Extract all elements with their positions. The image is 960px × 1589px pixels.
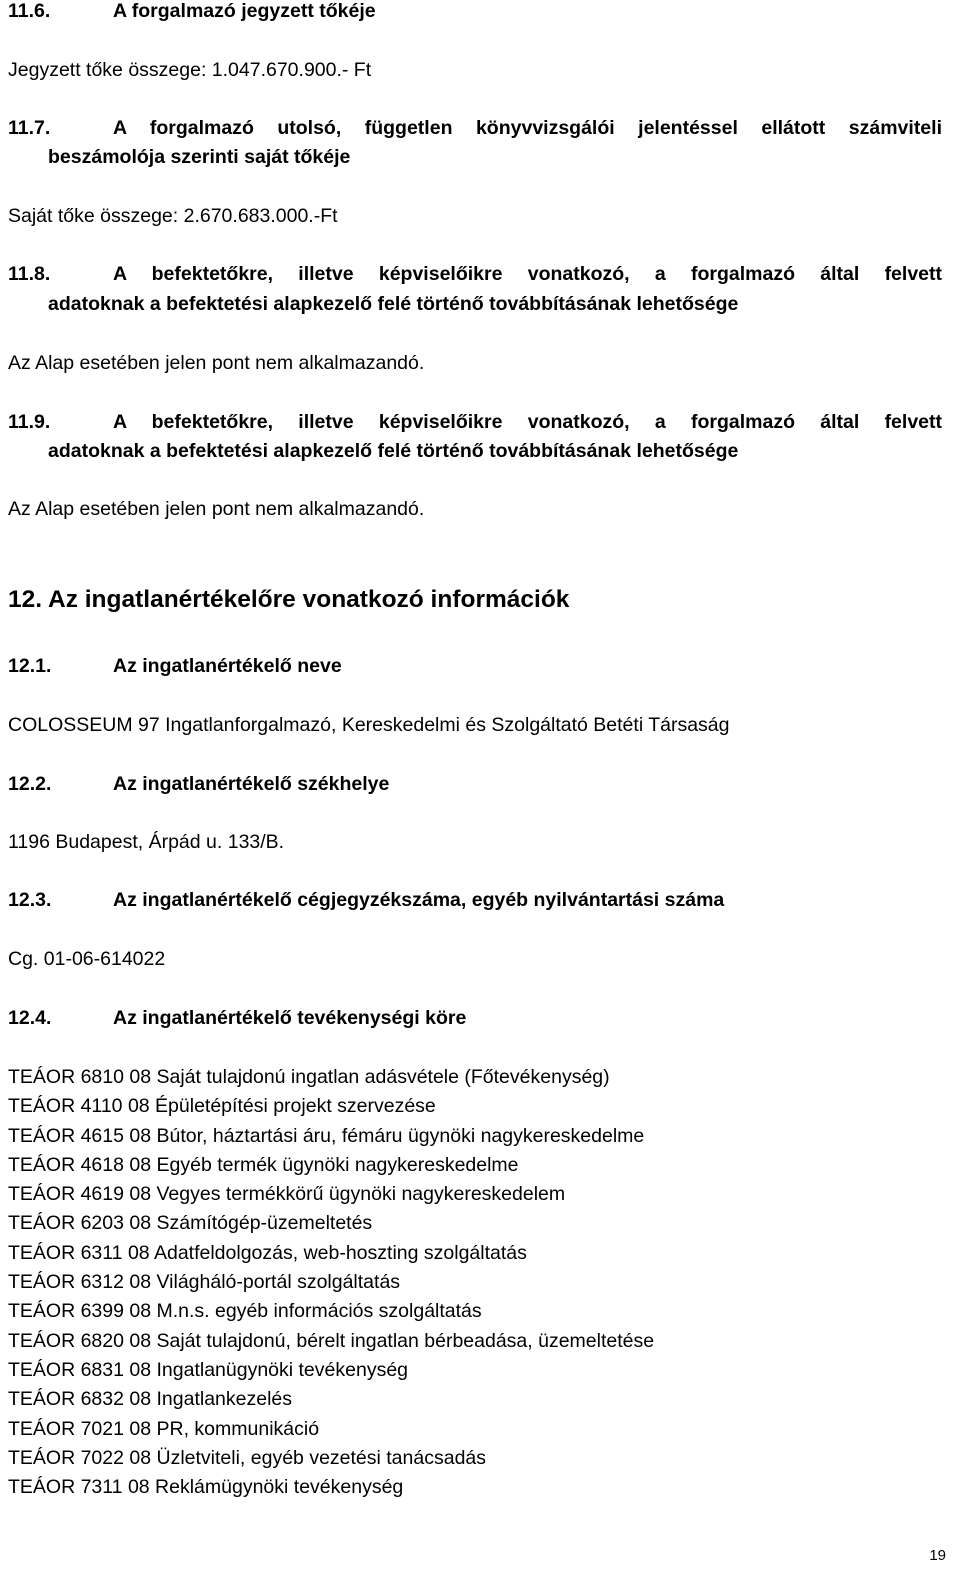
activity-list [8, 1063, 654, 1502]
section-text: Saját tőke összege: 2.670.683.000.-Ft [8, 205, 338, 227]
section-title: A befektetőkre, illetve képviselőikre vonatkozó, a forgalmazó által felvett [113, 263, 942, 285]
section-title: A forgalmazó utolsó, független könyvvizsgálói jelentéssel ellátott számviteli [113, 117, 942, 139]
section-text: Cg. 01-06-614022 [8, 948, 166, 970]
section-number: 11.8. [8, 263, 51, 285]
section-title-continued: beszámolója szerinti saját tőkéje [48, 146, 351, 168]
section-number: 11.6. [8, 0, 51, 22]
list-item: TEÁOR 7022 08 Üzletviteli, egyéb vezetési tanácsadás [8, 1446, 487, 1469]
section-number: 11.9. [8, 411, 51, 433]
list-item: TEÁOR 6311 08 Adatfeldolgozás, web-hoszting szolgáltatás [8, 1241, 527, 1264]
section-title: A befektetőkre, illetve képviselőikre vonatkozó, a forgalmazó által felvett [113, 411, 942, 433]
section-title: Az ingatlanértékelő neve [113, 655, 342, 677]
list-item: TEÁOR 4110 08 Épületépítési projekt szervezése [8, 1095, 436, 1118]
list-item: TEÁOR 6820 08 Saját tulajdonú, bérelt ingatlan bérbeadása, üzemeltetése [8, 1329, 655, 1352]
list-item: TEÁOR 6203 08 Számítógép-üzemeltetés [8, 1212, 373, 1235]
list-item: TEÁOR 4619 08 Vegyes termékkörű ügynöki nagykereskedelem [8, 1183, 566, 1206]
list-item: TEÁOR 6832 08 Ingatlankezelés [8, 1388, 293, 1411]
list-item: TEÁOR 4618 08 Egyéb termék ügynöki nagykereskedelme [8, 1153, 519, 1176]
chapter-number: 12. [8, 586, 43, 613]
section-title: A forgalmazó jegyzett tőkéje [113, 0, 376, 22]
section-title: Az ingatlanértékelő tevékenységi köre [113, 1007, 467, 1029]
section-number: 12.3. [8, 889, 52, 911]
section-number: 11.7. [8, 117, 51, 139]
list-item: TEÁOR 6312 08 Világháló-portál szolgáltatás [8, 1271, 401, 1294]
section-title: Az ingatlanértékelő székhelye [113, 773, 390, 795]
section-text: 1196 Budapest, Árpád u. 133/B. [8, 831, 285, 853]
section-text: Jegyzett tőke összege: 1.047.670.900.- Ft [8, 59, 372, 81]
section-title: Az ingatlanértékelő cégjegyzékszáma, egyéb nyilvántartási száma [113, 889, 725, 911]
page-number: 19 [929, 1547, 946, 1564]
list-item: TEÁOR 7311 08 Reklámügynöki tevékenység [8, 1476, 404, 1499]
chapter-title: Az ingatlanértékelőre vonatkozó információk [48, 586, 570, 613]
list-item: TEÁOR 7021 08 PR, kommunikáció [8, 1417, 320, 1440]
list-item: TEÁOR 6810 08 Saját tulajdonú ingatlan adásvétele (Főtevékenység) [8, 1066, 610, 1088]
section-number: 12.1. [8, 655, 52, 677]
list-item: TEÁOR 6399 08 M.n.s. egyéb információs szolgáltatás [8, 1300, 482, 1323]
section-text: COLOSSEUM 97 Ingatlanforgalmazó, Kereskedelmi és Szolgáltató Betéti Társaság [8, 714, 730, 736]
section-text: Az Alap esetében jelen pont nem alkalmazandó. [8, 352, 425, 374]
section-title-continued: adatoknak a befektetési alapkezelő felé történő továbbításának lehetősége [48, 440, 739, 462]
section-number: 12.2. [8, 773, 52, 795]
list-item: TEÁOR 4615 08 Bútor, háztartási áru, fémáru ügynöki nagykereskedelme [8, 1124, 645, 1147]
section-title-continued: adatoknak a befektetési alapkezelő felé történő továbbításának lehetősége [48, 293, 739, 315]
section-text: Az Alap esetében jelen pont nem alkalmazandó. [8, 498, 425, 520]
list-item: TEÁOR 6831 08 Ingatlanügynöki tevékenység [8, 1358, 409, 1381]
section-number: 12.4. [8, 1007, 52, 1029]
